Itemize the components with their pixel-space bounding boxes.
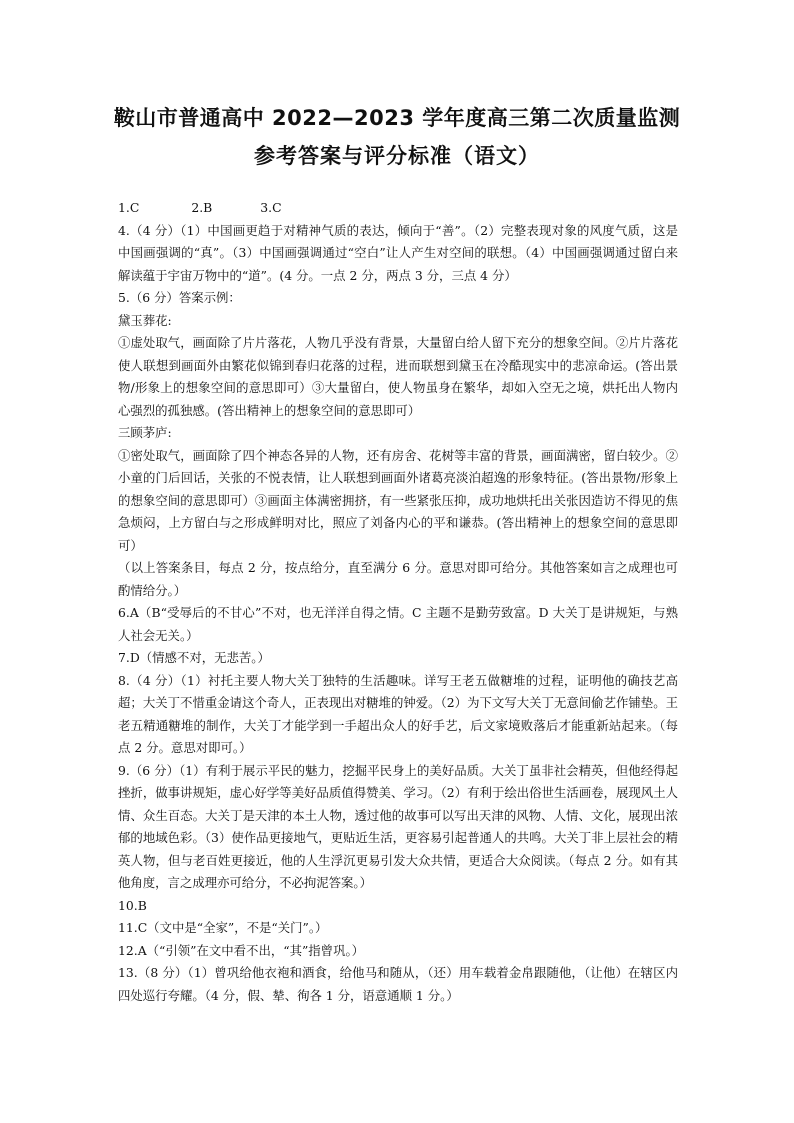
answer-2: 2.B <box>191 200 213 215</box>
answer-5-subheading-sangu: 三顾茅庐: <box>118 425 172 440</box>
page-title: 鞍山市普通高中 2022—2023 学年度高三第二次质量监测 <box>113 106 681 130</box>
answers-body <box>118 197 678 1007</box>
answer-10: 10.B <box>118 897 147 913</box>
answer-9: 9.（6 分）（1）有利于展示平民的魅力，挖掘平民身上的美好品质。大关丁虽非社会精英，但他经得起挫折，做事讲规矩，虚心好学等美好品质值得赞美、学习。（2）有利于绘出俗世生活画卷，展现风土人情、众生百态。大关丁是天津的本土人物，透过他的故事可以写出天津的风物、人情、文化，展现出浓郁的地域色彩。（3）使作品更接地气，更贴近生活，更容易引起普通人的共鸣。大关丁非上层社会的精英人物，但与老百姓更接近，他的人生浮沉更易引发大众共情，更适合大众阅读。（每点 2 分。如有其他角度，言之成理亦可给分，不必拘泥答案。） <box>118 762 678 890</box>
answers-1-3 <box>118 197 678 220</box>
answer-11: 11.C（文中是“全家”，不是“关门”。） <box>118 920 328 935</box>
answer-7: 7.D（情感不对，无悲苦。） <box>118 650 270 665</box>
answer-5-sangu: ①密处取气，画面除了四个神态各异的人物，还有房舍、花树等丰富的背景，画面满密，留白较少。②小童的门后回话，关张的不悦表情，让人联想到画面外诸葛亮淡泊超逸的形象特征。(答出景物/形象上的想象空间的意思即可）③画面主体满密拥挤，有一些紧张压抑，成功地烘托出关张因造访不得见的焦急烦闷，上方留白与之形成鲜明对比，照应了刘备内心的平和谦恭。(答出精神上的想象空间的意思即可） <box>118 447 678 553</box>
answer-13: 13.（8 分）（1）曾巩给他衣袍和酒食，给他马和随从，（还）用车载着金帛跟随他，（让他）在辖区内四处巡行夸耀。（4 分，假、辇、徇各 1 分，语意通顺 1 分。） <box>118 965 678 1003</box>
answer-5-daiyu: ①虚处取气，画面除了片片落花，人物几乎没有背景，大量留白给人留下充分的想象空间。②片片落花使人联想到画面外由繁花似锦到春归花落的过程，进而联想到黛玉在冷酷现实中的悲凉命运。(答出景物/形象上的想象空间的意思即可）③大量留白，使人物虽身在繁华，却如入空无之境，烘托出人物内心强烈的孤独感。(答出精神上的想象空间的意思即可） <box>118 335 678 418</box>
answer-5-note: （以上答案条目，每点 2 分，按点给分，直至满分 6 分。意思对即可给分。其他答案如言之成理也可酌情给分。） <box>118 560 678 598</box>
answer-5-heading: 5.（6 分）答案示例： <box>118 290 241 305</box>
answer-3: 3.C <box>260 200 282 215</box>
answer-4: 4.（4 分）（1）中国画更趋于对精神气质的表达，倾向于“善”。（2）完整表现对象的风度气质，这是中国画强调的“真”。（3）中国画强调通过“空白”让人产生对空间的联想。（4）中国画强调通过留白来解读蕴于宇宙万物中的“道”。(4 分。一点 2 分，两点 3 分，三点 4 分） <box>118 222 678 283</box>
answer-12: 12.A（“引领”在文中看不出，“其”指曾巩。） <box>118 942 365 958</box>
answer-5-subheading-daiyu: 黛玉葬花: <box>118 312 172 328</box>
answer-6: 6.A（B“受辱后的不甘心”不对，也无洋洋自得之情。C 主题不是勤劳致富。D 大关丁是讲规矩，与熟人社会无关。） <box>118 605 678 643</box>
page-subtitle: 参考答案与评分标准（语文） <box>254 144 540 168</box>
answer-8: 8.（4 分）（1）衬托主要人物大关丁独特的生活趣味。详写王老五做糖堆的过程，证明他的确技艺高超；大关丁不惜重金请这个奇人，正表现出对糖堆的钟爱。（2）为下文写大关丁无意间偷艺作铺垫。王老五精通糖堆的制作，大关丁才能学到一手超出众人的好手艺，后文家境败落后才能重新站起来。（每点 2 分。意思对即可。） <box>118 672 678 755</box>
answer-1: 1.C <box>118 200 140 215</box>
